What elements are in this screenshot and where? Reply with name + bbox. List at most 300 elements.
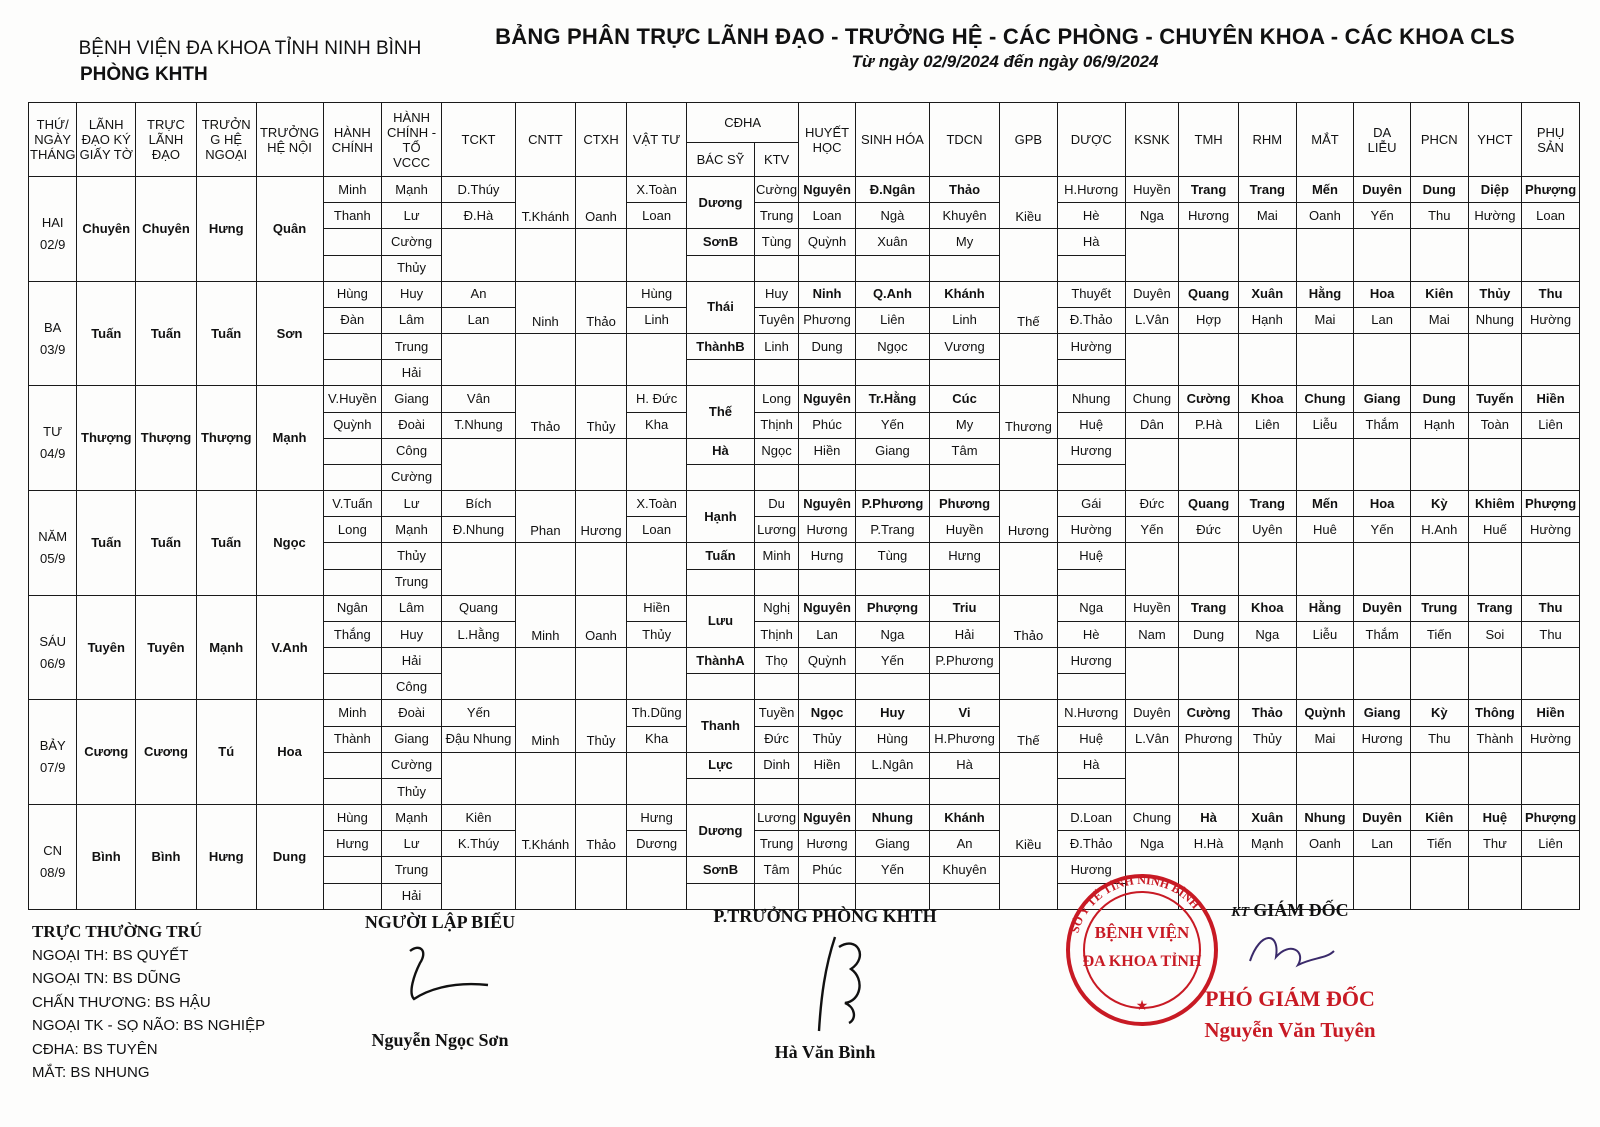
cell-duoc: Hè (1057, 203, 1125, 229)
cell-vattu: X.Toàn (627, 177, 687, 203)
col-header-cdha: CĐHA (686, 103, 798, 143)
cell-tckt: Đ.Hà (441, 203, 515, 229)
cell-sinhhoa: Huy (855, 700, 929, 726)
cell-ksnk: Duyên (1125, 700, 1179, 726)
cell-tmh: Trang (1179, 177, 1239, 203)
header-line: DA (1373, 124, 1392, 140)
col-header-yhct: YHCT (1468, 103, 1522, 177)
cell-phcn: Kiên (1410, 281, 1468, 307)
cell-hc: Hưng (323, 831, 382, 857)
cell-cntt (516, 334, 576, 386)
cell-ksnk: Huyền (1125, 177, 1179, 203)
cell-phcn: Tiến (1410, 831, 1468, 857)
cell-ctxh (575, 229, 626, 281)
cell-tdcn: Vương (930, 334, 1000, 360)
maker-role: NGƯỜI LẬP BIỂU (364, 912, 516, 932)
cell-huyethoc: Phúc (799, 412, 856, 438)
col-header-phusan (1522, 103, 1580, 177)
cell-rhm: Trang (1238, 491, 1296, 517)
cell-duoc: Hà (1057, 752, 1125, 778)
cell-yhct (1468, 438, 1522, 490)
cell-tmh: Trang (1179, 595, 1239, 621)
cell-yhct: Soi (1468, 621, 1522, 647)
cell-bacsy: Dương (686, 805, 754, 857)
cell-ktv: Trung (754, 203, 798, 229)
cell-mat: Oanh (1296, 831, 1354, 857)
cell-ctxh (575, 334, 626, 386)
col-header-dalieu (1354, 103, 1411, 177)
cell-phcn: Kỳ (1410, 700, 1468, 726)
cell-duoc (1057, 674, 1125, 700)
cell-yhct: Nhung (1468, 307, 1522, 333)
header-line: LÃNH (88, 117, 124, 132)
cell-duoc: Nhung (1057, 386, 1125, 412)
header-line: LIỄU (1367, 139, 1397, 155)
day-date: 05/9 (40, 550, 66, 566)
cell-tdcn: H.Phương (930, 726, 1000, 752)
cell-dalieu: Lan (1354, 307, 1411, 333)
header-line: CHÍNH - (387, 124, 437, 140)
cell-hct: Mạnh (382, 517, 442, 543)
cell-yhct (1468, 857, 1522, 910)
cell-yhct: Trang (1468, 595, 1522, 621)
cell-duoc: N.Hương (1057, 700, 1125, 726)
cell-ctxh: Oanh (575, 595, 626, 647)
day-name: BẢY (39, 738, 66, 754)
header-line: HÀNH (333, 124, 371, 140)
deputy-role: P.TRƯỞNG PHÒNG KHTH (713, 906, 937, 926)
cell-duoc (1057, 360, 1125, 386)
col-header-vattu: VẬT TƯ (627, 103, 687, 177)
cell-tdcn: Triu (930, 595, 1000, 621)
cell-ksnk: L.Vân (1125, 307, 1179, 333)
cell-huyethoc: Quỳnh (799, 229, 856, 255)
cell-vattu: Hùng (627, 281, 687, 307)
cell-tckt (441, 543, 515, 595)
on-call-line: MẮT: BS NHUNG (32, 1064, 150, 1081)
cell-tmh (1179, 438, 1239, 490)
header-line: TRƯỞNG (259, 124, 320, 140)
cell-sinhhoa: Giang (855, 438, 929, 464)
cell-sinhhoa: Tr.Hằng (855, 386, 929, 412)
cell-ksnk: Duyên (1125, 281, 1179, 307)
cell-phusan: Liên (1522, 412, 1580, 438)
cell-bacsy: Lực (686, 752, 754, 778)
cell-rhm: Xuân (1238, 805, 1296, 831)
cell-ktv (754, 360, 798, 386)
cell-cntt (516, 648, 576, 700)
day-name: HAI (41, 214, 64, 230)
cell-mat: Liễu (1296, 412, 1354, 438)
cell-dalieu: Hoa (1354, 281, 1411, 307)
cell-sinhhoa (855, 360, 929, 386)
cell-vattu (627, 543, 687, 595)
cell-sinhhoa: Xuân (855, 229, 929, 255)
header-line: ĐẠO (151, 147, 181, 162)
seal-line2: ĐA KHOA TỈNH (1082, 953, 1202, 970)
cell-vattu (627, 648, 687, 700)
cell-hc: Ngân (323, 595, 382, 621)
cell-ktv (754, 255, 798, 281)
cell-sinhhoa: Liên (855, 307, 929, 333)
cell-phusan: Phượng (1522, 177, 1580, 203)
cell-phcn: Kiên (1410, 805, 1468, 831)
cell-ctxh: Thủy (575, 386, 626, 438)
cell-gpb: Kiều (1000, 177, 1058, 229)
cell-sinhhoa: L.Ngân (855, 752, 929, 778)
cell-hc (323, 438, 382, 464)
cell-tmh (1179, 752, 1239, 804)
cell-ktv (754, 674, 798, 700)
cell-yhct: Thủy (1468, 281, 1522, 307)
cell-hct: Thủy (382, 255, 442, 281)
cell-ksnk (1125, 334, 1179, 386)
cell-bacsy: ThànhB (686, 334, 754, 360)
cell-tckt: Đ.Nhung (441, 517, 515, 543)
cell-cntt (516, 857, 576, 910)
cell-phusan: Liên (1522, 831, 1580, 857)
cell-thnoi: Sơn (256, 281, 323, 386)
cell-dalieu: Thắm (1354, 621, 1411, 647)
cell-tmh: Cường (1179, 386, 1239, 412)
col-header-thngoai (196, 103, 256, 177)
cell-sinhhoa: Nga (855, 621, 929, 647)
cell-ktv: Cường (754, 177, 798, 203)
col-header-thu (29, 103, 77, 177)
cell-dalieu: Lan (1354, 831, 1411, 857)
cell-ksnk (1125, 543, 1179, 595)
cell-gpb (1000, 229, 1058, 281)
cell-sinhhoa: P.Trang (855, 517, 929, 543)
cell-phusan: Loan (1522, 203, 1580, 229)
cell-phusan: Hiền (1522, 700, 1580, 726)
col-header-tmh: TMH (1179, 103, 1239, 177)
cell-hc (323, 883, 382, 909)
cell-yhct: Thư (1468, 831, 1522, 857)
cell-phcn: H.Anh (1410, 517, 1468, 543)
cell-sinhhoa: Ngà (855, 203, 929, 229)
cell-duoc: Hà (1057, 229, 1125, 255)
cell-huyethoc (799, 674, 856, 700)
cell-cntt (516, 543, 576, 595)
cell-ktv: Long (754, 386, 798, 412)
duty-table (28, 102, 1580, 910)
on-call-title: TRỰC THƯỜNG TRÚ (32, 922, 203, 941)
cell-tmh: H.Hà (1179, 831, 1239, 857)
col-header-ksnk: KSNK (1125, 103, 1179, 177)
table-row (29, 386, 1580, 412)
cell-sinhhoa: Phượng (855, 595, 929, 621)
cell-hc: Đàn (323, 307, 382, 333)
cell-ktv: Huy (754, 281, 798, 307)
cell-ksnk: Dân (1125, 412, 1179, 438)
cell-tckt: An (441, 281, 515, 307)
cell-mat: Mến (1296, 491, 1354, 517)
cell-rhm: Khoa (1238, 386, 1296, 412)
cell-phcn: Mai (1410, 307, 1468, 333)
cell-hc: Minh (323, 177, 382, 203)
header-line: GIẤY TỜ (79, 147, 133, 162)
cell-tmh (1179, 334, 1239, 386)
cell-hct: Cường (382, 229, 442, 255)
cell-duoc: Hường (1057, 517, 1125, 543)
cell-dalieu: Yến (1354, 517, 1411, 543)
cell-tckt (441, 229, 515, 281)
cell-hc: Thanh (323, 203, 382, 229)
cell-hct: Huy (382, 621, 442, 647)
cell-mat (1296, 543, 1354, 595)
cell-tdcn (930, 464, 1000, 490)
col-header-mat: MẮT (1296, 103, 1354, 177)
day-cell (29, 595, 77, 700)
cell-hc: Minh (323, 700, 382, 726)
cell-tdcn (930, 569, 1000, 595)
cell-yhct (1468, 648, 1522, 700)
cell-yhct: Diệp (1468, 177, 1522, 203)
header-line: LÃNH (148, 132, 184, 147)
cell-bacsy: Tuấn (686, 543, 754, 569)
cell-yhct: Khiêm (1468, 491, 1522, 517)
cell-huyethoc: Hương (799, 831, 856, 857)
cell-sinhhoa: Hùng (855, 726, 929, 752)
cell-sinhhoa: Yến (855, 857, 929, 883)
cell-rhm: Thủy (1238, 726, 1296, 752)
cell-ktv: Du (754, 491, 798, 517)
cell-hc: Hùng (323, 805, 382, 831)
day-name: TƯ (43, 424, 63, 440)
cell-rhm (1238, 752, 1296, 804)
cell-ksnk: Huyền (1125, 595, 1179, 621)
cell-bacsy: SơnB (686, 229, 754, 255)
cell-ctxh: Thảo (575, 281, 626, 333)
cell-ktv (754, 569, 798, 595)
cell-hct: Giang (382, 386, 442, 412)
cell-mat (1296, 229, 1354, 281)
cell-bacsy: SơnB (686, 857, 754, 883)
cell-hc (323, 857, 382, 883)
cell-ctxh (575, 543, 626, 595)
cell-mat (1296, 752, 1354, 804)
cell-tmh: Quang (1179, 491, 1239, 517)
cell-dalieu: Duyên (1354, 177, 1411, 203)
cell-tmh: Cường (1179, 700, 1239, 726)
col-header-ctxh: CTXH (575, 103, 626, 177)
cell-cntt: Phan (516, 491, 576, 543)
col-header-phcn: PHCN (1410, 103, 1468, 177)
cell-vattu (627, 752, 687, 804)
cell-hct: Hải (382, 648, 442, 674)
cell-phusan (1522, 752, 1580, 804)
cell-huyethoc: Nguyên (799, 177, 856, 203)
cell-ksnk (1125, 438, 1179, 490)
cell-gpb: Hương (1000, 491, 1058, 543)
cell-phusan: Hường (1522, 517, 1580, 543)
cell-duoc: Thuyết (1057, 281, 1125, 307)
day-cell (29, 700, 77, 805)
table-row (29, 177, 1580, 203)
cell-huyethoc (799, 360, 856, 386)
cell-vattu (627, 334, 687, 386)
cell-tckt (441, 857, 515, 910)
cell-cntt: Minh (516, 595, 576, 647)
cell-yhct: Hường (1468, 203, 1522, 229)
col-header-hct (382, 103, 442, 177)
page-title: BẢNG PHÂN TRỰC LÃNH ĐẠO - TRƯỞNG HỆ - CÁC PHÒNG - CHUYÊN KHOA - CÁC KHOA CLS (495, 24, 1515, 49)
cell-vattu: Kha (627, 726, 687, 752)
cell-gpb (1000, 438, 1058, 490)
cell-phusan (1522, 438, 1580, 490)
col-header-gpb: GPB (1000, 103, 1058, 177)
header-line: HÀNH (393, 109, 430, 125)
cell-tdcn: Hải (930, 621, 1000, 647)
cell-ldky: Cương (77, 700, 136, 805)
cell-tdcn: Cúc (930, 386, 1000, 412)
cell-hct: Hải (382, 360, 442, 386)
cell-bacsy (686, 778, 754, 804)
cell-ktv: Trung (754, 831, 798, 857)
cell-hct: Thủy (382, 543, 442, 569)
seal-ring-path: SỞ Y TẾ TỈNH NINH BÌNH (1067, 872, 1203, 935)
cell-ctxh: Thủy (575, 700, 626, 752)
cell-huyethoc: Hiền (799, 752, 856, 778)
cell-mat: Huê (1296, 517, 1354, 543)
cell-duoc: Gái (1057, 491, 1125, 517)
header-line: THỨ/ (36, 117, 69, 132)
cell-hc (323, 543, 382, 569)
cell-hct: Đoài (382, 700, 442, 726)
cell-vattu: H. Đức (627, 386, 687, 412)
header-line: G HỆ (210, 132, 243, 147)
cell-tckt (441, 648, 515, 700)
cell-sinhhoa: P.Phương (855, 491, 929, 517)
cell-hct: Cường (382, 464, 442, 490)
cell-mat: Chung (1296, 386, 1354, 412)
cell-hc: Thành (323, 726, 382, 752)
cell-duoc (1057, 778, 1125, 804)
cell-ksnk: Nam (1125, 621, 1179, 647)
day-name: NĂM (38, 528, 68, 544)
cell-ctxh: Thảo (575, 805, 626, 857)
cell-tdcn (930, 778, 1000, 804)
cell-gpb: Thế (1000, 700, 1058, 752)
cell-tmh (1179, 543, 1239, 595)
cell-hc: Long (323, 517, 382, 543)
cell-vattu: Kha (627, 412, 687, 438)
cell-ktv: Lương (754, 805, 798, 831)
cell-tmh: Phương (1179, 726, 1239, 752)
day-date: 04/9 (40, 446, 66, 462)
cell-tdcn: My (930, 229, 1000, 255)
day-date: 03/9 (40, 341, 66, 357)
col-header-ktv: KTV (754, 143, 798, 177)
cell-vattu: Thủy (627, 621, 687, 647)
cell-duoc: D.Loan (1057, 805, 1125, 831)
cell-ktv: Minh (754, 543, 798, 569)
cell-huyethoc: Phúc (799, 857, 856, 883)
cell-phusan: Hường (1522, 307, 1580, 333)
cell-dalieu (1354, 229, 1411, 281)
cell-phusan (1522, 648, 1580, 700)
cell-phcn: Hạnh (1410, 412, 1468, 438)
cell-ktv: Thọ (754, 648, 798, 674)
cell-huyethoc: Hưng (799, 543, 856, 569)
cell-yhct: Huệ (1468, 805, 1522, 831)
cell-tdcn: Hưng (930, 543, 1000, 569)
cell-duoc (1057, 569, 1125, 595)
cell-tckt (441, 334, 515, 386)
cell-hct: Giang (382, 726, 442, 752)
cell-thnoi: Mạnh (256, 386, 323, 491)
header-line: THÁNG (30, 147, 76, 162)
col-header-duoc: DƯỢC (1057, 103, 1125, 177)
cell-yhct: Thông (1468, 700, 1522, 726)
cell-duoc: Nga (1057, 595, 1125, 621)
cell-bacsy: Hà (686, 438, 754, 464)
table-header (29, 103, 1580, 177)
on-call-line: CHẤN THƯƠNG: BS HẬU (32, 993, 211, 1011)
cell-yhct: Tuyến (1468, 386, 1522, 412)
cell-phcn (1410, 334, 1468, 386)
cell-rhm (1238, 334, 1296, 386)
cell-hc: Hùng (323, 281, 382, 307)
cell-huyethoc: Nguyên (799, 805, 856, 831)
on-call-section (32, 920, 265, 1085)
cell-hct: Lâm (382, 307, 442, 333)
maker-signature-block (340, 912, 540, 1051)
cell-huyethoc: Ngọc (799, 700, 856, 726)
cell-tdcn: Vi (930, 700, 1000, 726)
director-signature-block (1150, 900, 1430, 1043)
header-left (40, 38, 460, 86)
cell-tdcn: My (930, 412, 1000, 438)
cell-yhct (1468, 229, 1522, 281)
cell-mat (1296, 648, 1354, 700)
cell-tdcn: Thảo (930, 177, 1000, 203)
cell-cntt: Minh (516, 700, 576, 752)
cell-tdcn: Khuyên (930, 203, 1000, 229)
cell-gpb: Kiều (1000, 805, 1058, 857)
cell-yhct (1468, 752, 1522, 804)
cell-dalieu: Hoa (1354, 491, 1411, 517)
director-prefix: KT (1231, 905, 1250, 920)
cell-bacsy (686, 255, 754, 281)
cell-phusan (1522, 857, 1580, 910)
cell-sinhhoa: Giang (855, 831, 929, 857)
cell-duoc (1057, 255, 1125, 281)
cell-tld: Tuyên (136, 595, 197, 700)
cell-mat: Mến (1296, 177, 1354, 203)
cell-huyethoc: Nguyên (799, 595, 856, 621)
on-call-line: NGOẠI TH: BS QUYẾT (32, 946, 189, 964)
cell-ktv: Tâm (754, 857, 798, 883)
col-header-hc (323, 103, 382, 177)
cell-sinhhoa: Tùng (855, 543, 929, 569)
cell-sinhhoa (855, 255, 929, 281)
director-signature-mark (1230, 921, 1350, 981)
cell-thngoai: Tú (196, 700, 256, 805)
cell-cntt (516, 229, 576, 281)
cell-mat: Nhung (1296, 805, 1354, 831)
col-header-sinhhoa: SINH HÓA (855, 103, 929, 177)
cell-cntt (516, 752, 576, 804)
cell-ktv: Thịnh (754, 621, 798, 647)
day-date: 07/9 (40, 760, 66, 776)
cell-dalieu: Duyên (1354, 805, 1411, 831)
cell-tdcn: P.Phương (930, 648, 1000, 674)
cell-tdcn (930, 255, 1000, 281)
cell-duoc: Huệ (1057, 543, 1125, 569)
cell-gpb (1000, 543, 1058, 595)
